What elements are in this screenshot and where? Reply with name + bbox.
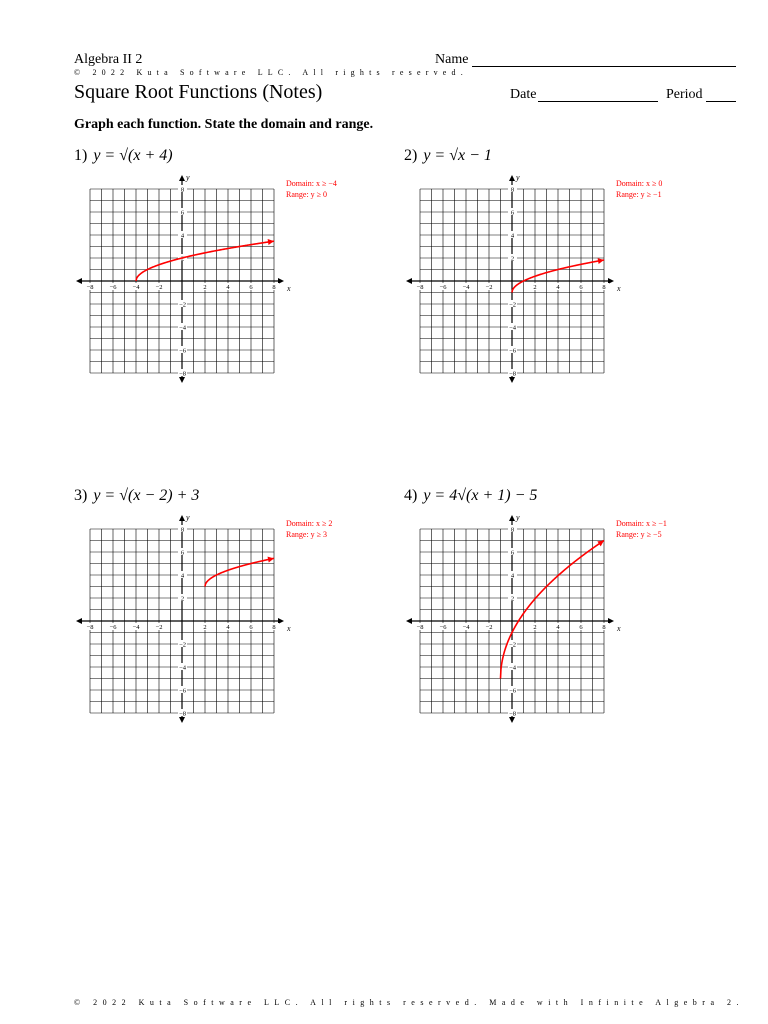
domain-answer: Domain: x ≥ 2 — [286, 519, 333, 528]
answer-key — [616, 518, 667, 540]
x-tick-label: 6 — [579, 284, 583, 291]
y-tick-label: −4 — [179, 324, 186, 332]
x-tick-label: −4 — [462, 284, 470, 291]
coordinate-graph — [412, 511, 621, 723]
y-tick-label: −4 — [509, 324, 516, 332]
x-tick-label: −2 — [485, 624, 493, 631]
domain-answer: Domain: x ≥ 0 — [616, 179, 663, 188]
y-tick-label: −8 — [509, 370, 516, 378]
problem-equation: y = √(x − 2) + 3 — [93, 487, 200, 504]
y-tick-label: −8 — [509, 710, 516, 718]
x-tick-label: 8 — [602, 284, 606, 291]
x-tick-label: 8 — [272, 284, 276, 291]
x-axis-arrow-left — [76, 278, 82, 284]
problem-equation: y = 4√(x + 1) − 5 — [423, 487, 538, 504]
y-axis-label: y — [516, 173, 520, 182]
y-tick-label: −4 — [509, 664, 516, 672]
range-answer: Range: y ≥ 3 — [286, 530, 328, 539]
y-tick-label: −2 — [509, 641, 516, 649]
x-axis-label: x — [617, 284, 621, 293]
date-label: Date — [510, 87, 537, 102]
problem-number: 4) — [404, 487, 418, 504]
y-tick-label: −2 — [179, 301, 186, 309]
copyright-footer: © 2022 Kuta Software LLC. All rights reserved. Made with Infinite Algebra 2. — [74, 998, 745, 1007]
x-axis-arrow-left — [76, 618, 82, 624]
problem-equation: y = √(x + 4) — [93, 147, 173, 164]
y-axis-label: y — [186, 173, 190, 182]
copyright-header: © 2022 Kuta Software LLC. All rights reserved. — [74, 68, 468, 77]
y-axis-arrow-up — [179, 515, 185, 521]
x-tick-label: −8 — [86, 284, 94, 291]
problem-number: 1) — [74, 147, 88, 164]
y-tick-label: −2 — [509, 301, 516, 309]
instructions: Graph each function. State the domain and range. — [74, 117, 374, 132]
y-axis-arrow-down — [179, 377, 185, 383]
date-field-line[interactable] — [538, 101, 658, 102]
y-axis-arrow-up — [179, 175, 185, 181]
y-tick-label: 8 — [510, 186, 515, 194]
y-tick-label: 2 — [180, 595, 185, 603]
problem-number: 2) — [404, 147, 418, 164]
y-tick-label: 4 — [510, 572, 515, 580]
y-tick-label: −8 — [179, 370, 186, 378]
y-tick-label: −6 — [509, 687, 516, 695]
x-tick-label: −2 — [485, 284, 493, 291]
name-field-line[interactable] — [472, 66, 736, 67]
y-tick-label: 6 — [180, 209, 185, 217]
problem-1 — [74, 147, 404, 417]
x-tick-label: −8 — [416, 624, 424, 631]
y-tick-label: 6 — [510, 209, 515, 217]
y-tick-label: 4 — [180, 572, 185, 580]
y-tick-label: −8 — [179, 710, 186, 718]
x-tick-label: −2 — [155, 284, 163, 291]
x-axis-label: x — [287, 624, 291, 633]
x-tick-label: 4 — [226, 284, 230, 291]
y-tick-label: −6 — [509, 347, 516, 355]
name-label: Name — [435, 52, 469, 67]
x-tick-label: 8 — [272, 624, 276, 631]
y-axis-label: y — [186, 513, 190, 522]
y-tick-label: 2 — [510, 595, 515, 603]
range-answer: Range: y ≥ −5 — [616, 530, 662, 539]
y-axis-arrow-up — [509, 175, 515, 181]
problem-3 — [74, 487, 404, 757]
x-tick-label: −4 — [132, 624, 140, 631]
course-title: Algebra II 2 — [74, 52, 143, 67]
range-answer: Range: y ≥ 0 — [286, 190, 328, 199]
y-tick-label: 6 — [510, 549, 515, 557]
x-tick-label: 6 — [249, 284, 253, 291]
y-tick-label: 8 — [180, 526, 185, 534]
y-tick-label: 6 — [180, 549, 185, 557]
x-tick-label: 4 — [556, 284, 560, 291]
x-tick-label: −4 — [462, 624, 470, 631]
x-tick-label: −2 — [155, 624, 163, 631]
x-tick-label: −6 — [109, 284, 117, 291]
y-tick-label: −6 — [179, 347, 186, 355]
y-axis-arrow-down — [509, 717, 515, 723]
coordinate-graph — [412, 171, 621, 383]
coordinate-graph — [82, 511, 291, 723]
x-tick-label: 8 — [602, 624, 606, 631]
y-tick-label: 2 — [510, 255, 515, 263]
x-axis-label: x — [617, 624, 621, 633]
y-axis-label: y — [516, 513, 520, 522]
y-tick-label: 8 — [180, 186, 185, 194]
answer-key — [286, 518, 332, 540]
x-tick-label: 2 — [533, 284, 537, 291]
y-tick-label: −4 — [179, 664, 186, 672]
problem-number: 3) — [74, 487, 88, 504]
y-tick-label: 2 — [180, 255, 185, 263]
y-tick-label: 8 — [510, 526, 515, 534]
y-tick-label: −6 — [179, 687, 186, 695]
x-tick-label: −6 — [109, 624, 117, 631]
worksheet-title: Square Root Functions (Notes) — [74, 81, 323, 103]
x-axis-arrow-left — [406, 618, 412, 624]
y-axis-arrow-down — [179, 717, 185, 723]
coordinate-graph — [82, 171, 291, 383]
x-axis-label: x — [287, 284, 291, 293]
x-tick-label: 2 — [533, 624, 537, 631]
answer-key — [286, 178, 337, 200]
domain-answer: Domain: x ≥ −4 — [286, 179, 337, 188]
x-tick-label: −4 — [132, 284, 140, 291]
x-tick-label: 4 — [556, 624, 560, 631]
y-tick-label: −2 — [179, 641, 186, 649]
x-tick-label: 6 — [249, 624, 253, 631]
y-tick-label: 4 — [180, 232, 185, 240]
problem-equation: y = √x − 1 — [423, 147, 492, 164]
x-tick-label: −6 — [439, 284, 447, 291]
domain-answer: Domain: x ≥ −1 — [616, 519, 667, 528]
y-tick-label: 4 — [510, 232, 515, 240]
problem-4 — [404, 487, 734, 757]
x-tick-label: −8 — [86, 624, 94, 631]
y-axis-arrow-down — [509, 377, 515, 383]
range-answer: Range: y ≥ −1 — [616, 190, 662, 199]
x-tick-label: 2 — [203, 624, 207, 631]
problem-2 — [404, 147, 734, 417]
x-tick-label: 6 — [579, 624, 583, 631]
x-tick-label: −6 — [439, 624, 447, 631]
period-label: Period — [666, 87, 703, 102]
x-tick-label: 4 — [226, 624, 230, 631]
answer-key — [616, 178, 662, 200]
x-axis-arrow-left — [406, 278, 412, 284]
x-tick-label: −8 — [416, 284, 424, 291]
period-field-line[interactable] — [706, 101, 736, 102]
x-tick-label: 2 — [203, 284, 207, 291]
y-axis-arrow-up — [509, 515, 515, 521]
